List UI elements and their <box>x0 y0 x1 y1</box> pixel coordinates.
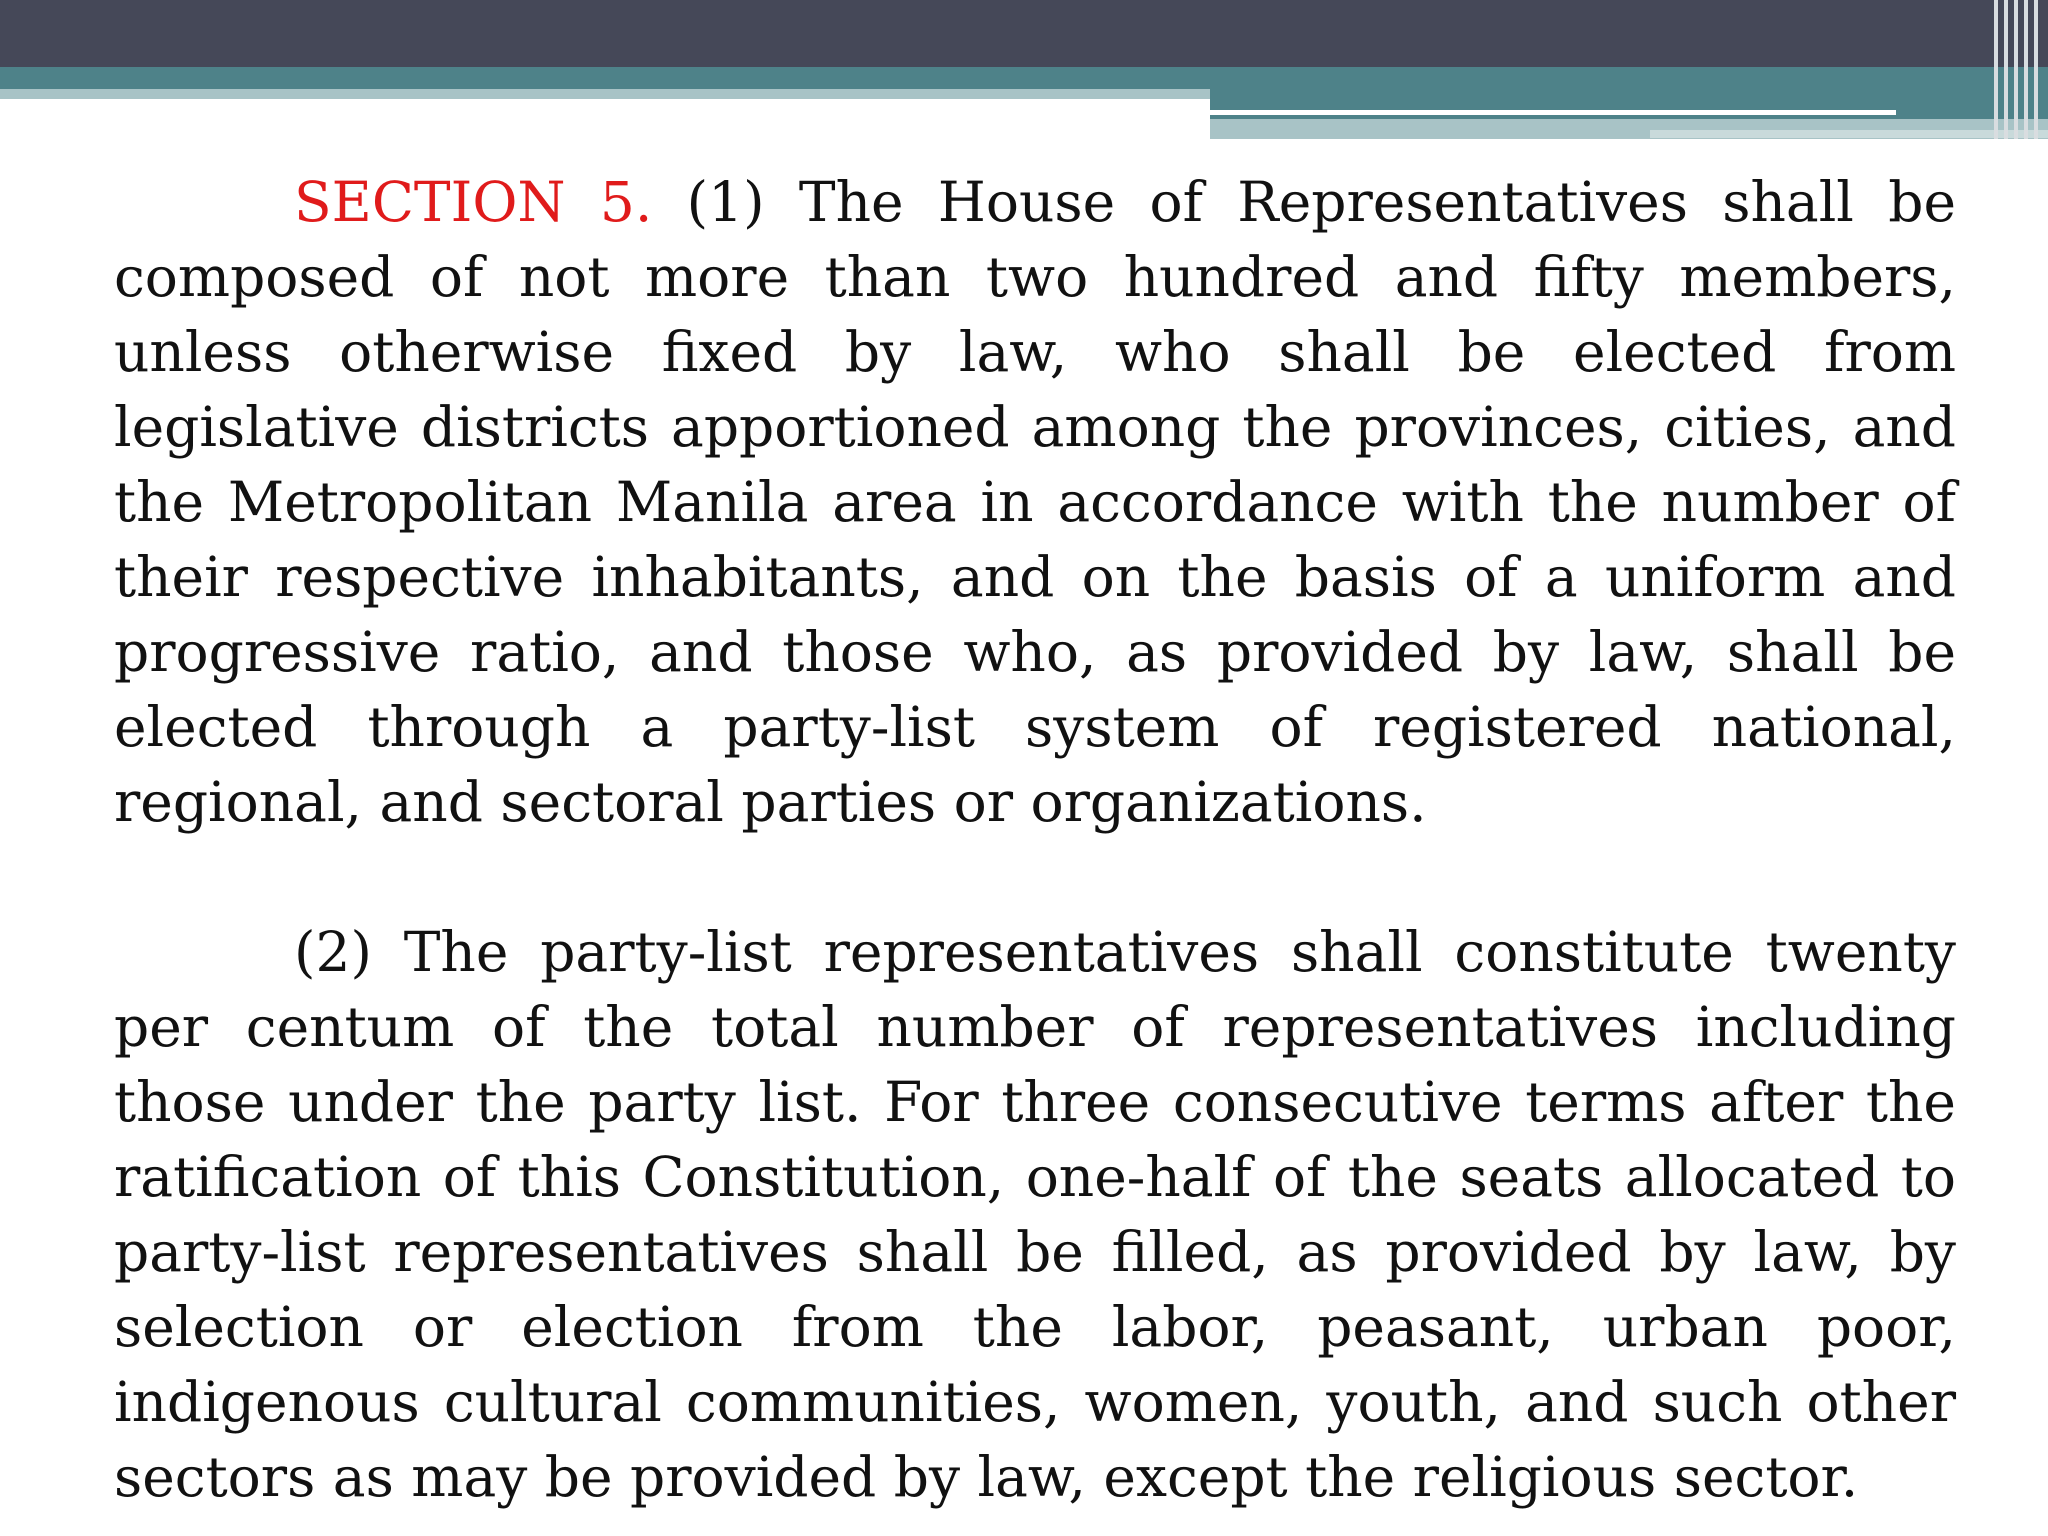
section-label: SECTION 5. <box>294 170 653 234</box>
corner-stripes <box>1990 0 2048 139</box>
section-paragraph-2 <box>114 915 1956 1515</box>
header-band-right-light-secondary <box>1650 130 2048 138</box>
header-band-dark <box>0 0 2048 67</box>
paragraph-2-text: (2) The party-list representatives shall constitute twenty per centum of the total number of representatives including those under the party list. For three consecutive terms after the ratification of this Constitution, one-half of the seats allocated to party-list representatives shall be filled, as provided by law, by selection or election from the labor, peasant, urban poor, indigenous cultural communities, women, youth, and such other sectors as may be provided by law, except the religious sector. <box>114 920 1956 1509</box>
slide-body <box>114 165 1956 1515</box>
header-band-teal <box>0 67 2048 89</box>
paragraph-1-text: (1) The House of Representatives shall be composed of not more than two hundred and fifty members, unless otherwise fixed by law, who shall be elected from legislative districts apportioned among the provinces, cities, and the Metropolitan Manila area in accordance with the number of their respective inhabitants, and on the basis of a uniform and progressive ratio, and those who, as provided by law, shall be elected through a party-list system of registered national, regional, and sectoral parties or organizations. <box>114 170 1956 834</box>
section-paragraph-1 <box>114 165 1956 840</box>
header-band-light <box>0 89 1210 99</box>
header-band-right-line <box>1210 110 1896 115</box>
